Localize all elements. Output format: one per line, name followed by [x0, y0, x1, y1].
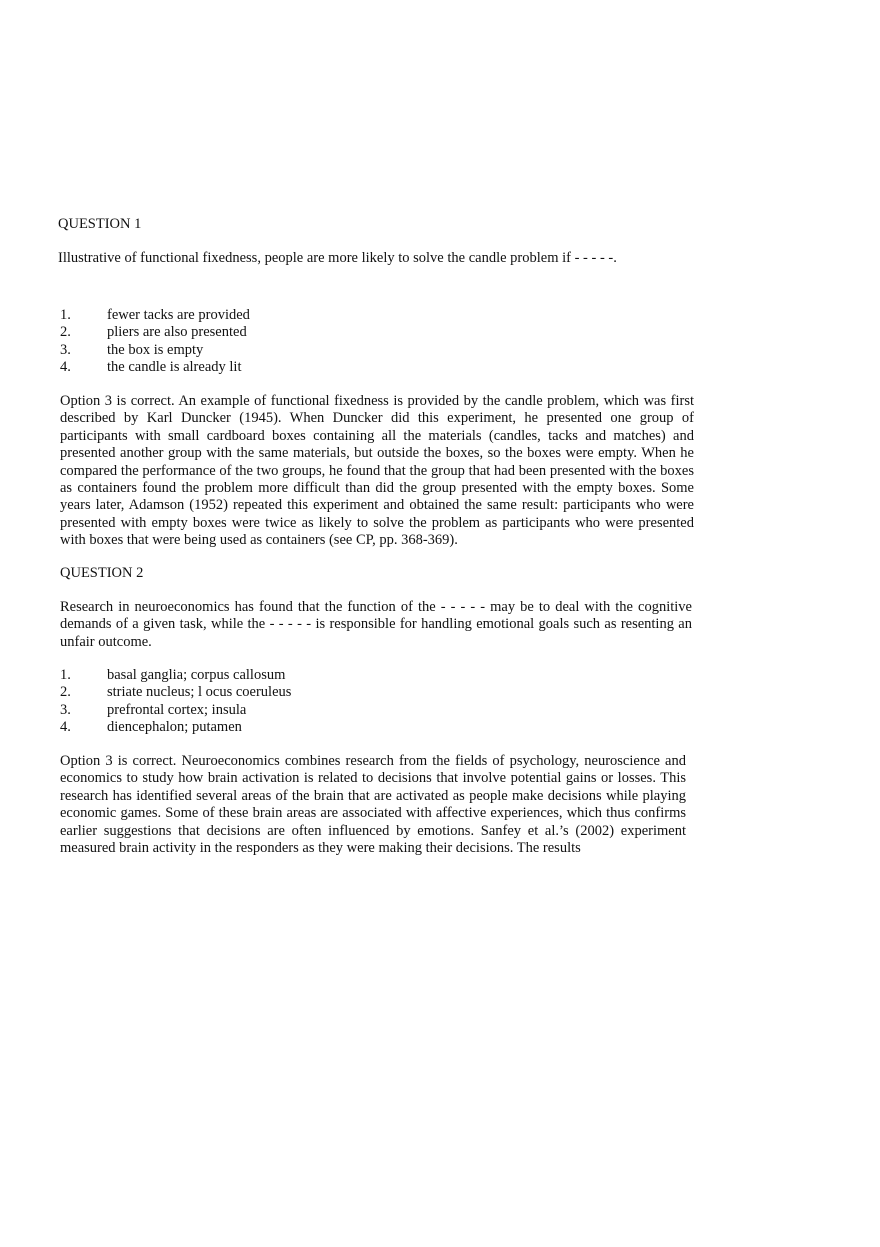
option-number: 1. — [60, 307, 71, 323]
option-text: fewer tacks are provided — [107, 307, 250, 323]
question-1-explanation: Option 3 is correct. An example of functional fixedness is provided by the candle problem, which was first described by Karl Duncker (1945). When Duncker did this experiment, he presented one group of participants with small cardboard boxes containing all the materials (candles, tacks and matches) and presented another group with the same materials, but outside the boxes, so the boxes were empty. When he compared the performance of the two groups, he found that the group that had been presented with the boxes as containers found the problem more difficult than did the group presented with the empty boxes. Some years later, Adamson (1952) repeated this experiment and obtained the same result: participants who were presented with empty boxes were twice as likely to solve the problem as participants who were presented with boxes that were being used as containers (see CP, pp. 368-369). — [60, 393, 694, 549]
option-number: 3. — [60, 701, 71, 718]
option-number: 3. — [60, 341, 71, 358]
question-1-stem: Illustrative of functional fixedness, people are more likely to solve the candle problem if - - - - -. — [58, 250, 617, 266]
option-number: 1. — [60, 667, 71, 683]
question-1-option-2 — [60, 324, 460, 341]
question-1-explanation-block — [60, 393, 694, 550]
question-2-option-4 — [60, 719, 460, 736]
option-text: prefrontal cortex; insula — [107, 701, 247, 718]
option-number: 2. — [60, 684, 71, 701]
option-text: basal ganglia; corpus callosum — [107, 667, 286, 683]
question-2-options — [60, 667, 460, 737]
question-2-explanation-block — [60, 753, 686, 857]
question-2-explanation: Option 3 is correct. Neuroeconomics combines research from the fields of psychology, neuroscience and economics to study how brain activation is related to decisions that involve potential gains or losses. This research has identified several areas of the brain that are activated as people make decisions while playing economic games. Some of these brain areas are associated with affective experiences, which thus confirms earlier suggestions that decisions are often influenced by emotions. Sanfey et al.’s (2002) experiment measured brain activity in the responders as they were making their decisions. The results — [60, 753, 686, 857]
question-2-stem-block — [60, 599, 692, 651]
option-text: the candle is already lit — [107, 359, 242, 376]
question-2-stem: Research in neuroeconomics has found that the function of the - - - - - may be to deal with the cognitive demands of a given task, while the - - - - - is responsible for handling emotional goals such as resenting an unfair outcome. — [60, 599, 692, 650]
question-1-option-1 — [60, 307, 460, 324]
question-1-heading: QUESTION 1 — [58, 216, 142, 232]
question-1-options — [60, 307, 460, 377]
option-text: striate nucleus; l ocus coeruleus — [107, 684, 292, 701]
question-2-option-2 — [60, 684, 460, 701]
option-number: 2. — [60, 324, 71, 341]
question-2-option-3 — [60, 702, 460, 719]
question-1-option-4 — [60, 359, 460, 376]
option-text: the box is empty — [107, 341, 204, 358]
option-number: 4. — [60, 359, 71, 376]
option-number: 4. — [60, 719, 71, 736]
question-2-heading: QUESTION 2 — [60, 565, 144, 581]
question-2-option-1 — [60, 667, 460, 684]
question-1-option-3 — [60, 342, 460, 359]
option-text: pliers are also presented — [107, 324, 247, 341]
option-text: diencephalon; putamen — [107, 719, 242, 736]
